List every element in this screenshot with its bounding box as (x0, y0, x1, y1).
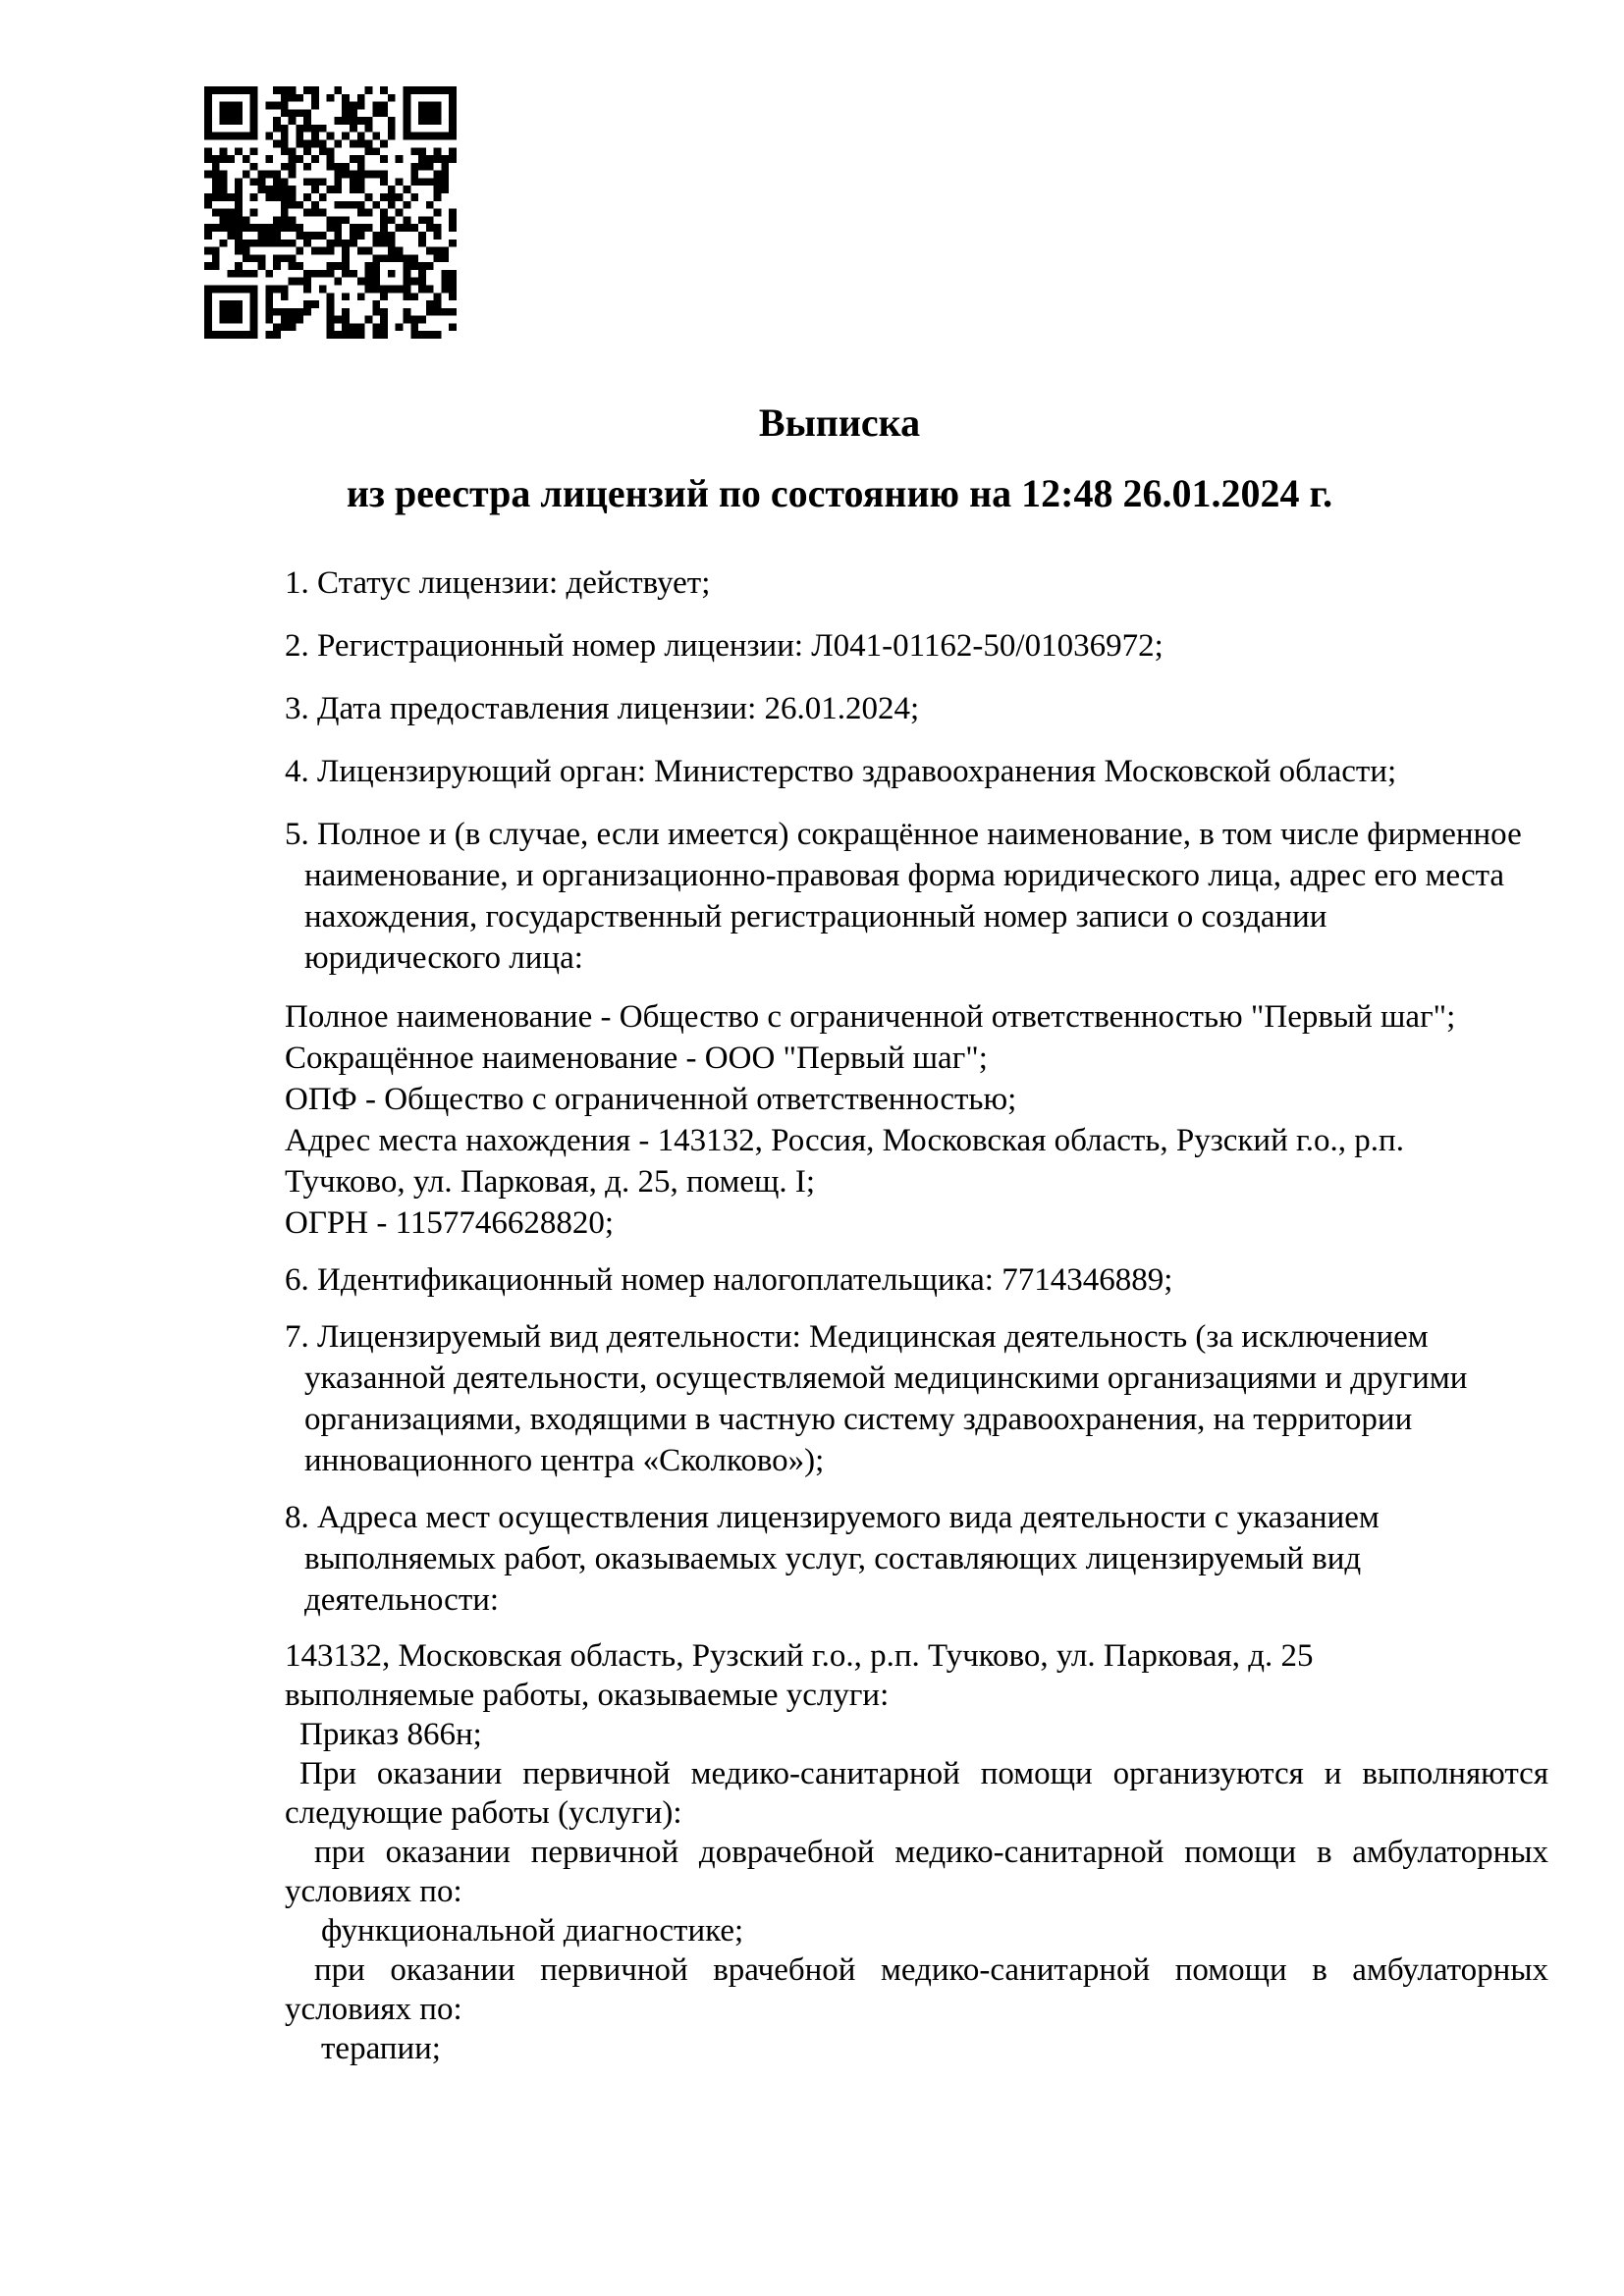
item-5-legal-entity-heading (285, 814, 1548, 979)
doc-line: указанной деятельности, осуществляемой медицинскими организациями и другими (304, 1361, 1468, 1396)
doc-line: Приказ 866н; (299, 1717, 482, 1752)
doc-line: Адрес места нахождения - 143132, Россия, Московская область, Рузский г.о., р.п. (285, 1123, 1404, 1158)
doc-line: 2. Регистрационный номер лицензии: Л041-01162-50/01036972; (285, 628, 1164, 664)
doc-line: ОГРН - 1157746628820; (285, 1205, 615, 1241)
doc-line: выполняемых работ, оказываемых услуг, составляющих лицензируемый вид (304, 1541, 1362, 1576)
doc-line: 3. Дата предоставления лицензии: 26.01.2024; (285, 691, 920, 726)
item-1-license-status (285, 562, 1548, 604)
doc-line: ОПФ - Общество с ограниченной ответственностью; (285, 1082, 1017, 1117)
doc-line: выполняемые работы, оказываемые услуги: (285, 1678, 890, 1713)
item-3-grant-date (285, 688, 1548, 729)
doc-line: 1. Статус лицензии: действует; (285, 565, 711, 601)
doc-line: 6. Идентификационный номер налогоплательщика: 7714346889; (285, 1262, 1173, 1298)
doc-line: терапии; (321, 2031, 441, 2066)
doc-line: инновационного центра «Сколково»); (304, 1443, 825, 1478)
doc-line: При оказании первичной медико-санитарной помощи организуются и выполняются (299, 1756, 1548, 1791)
item-6-taxpayer-number (285, 1259, 1548, 1301)
title-line-1: Выписка (758, 400, 921, 445)
title-line-2: из реестра лицензий по состоянию на 12:48 26.01.2024 г. (346, 471, 1333, 515)
doc-line: следующие работы (услуги): (285, 1795, 682, 1831)
item-8-activity-addresses-heading (285, 1497, 1548, 1621)
item-4-licensing-authority (285, 751, 1548, 792)
doc-line: наименование, и организационно-правовая форма юридического лица, адрес его места (304, 858, 1505, 893)
doc-line: организациями, входящими в частную систему здравоохранения, на территории (304, 1402, 1413, 1437)
doc-line: при оказании первичной доврачебной медико-санитарной помощи в амбулаторных (314, 1835, 1548, 1870)
doc-line: условиях по: (285, 1874, 462, 1909)
doc-line: деятельности: (304, 1582, 500, 1618)
company-details-block (285, 996, 1548, 1244)
doc-line: Сокращённое наименование - ООО "Первый шаг"; (285, 1041, 988, 1076)
document-title (216, 398, 1463, 519)
services-block (285, 1636, 1548, 2068)
doc-line: 5. Полное и (в случае, если имеется) сокращённое наименование, в том числе фирменное (285, 817, 1522, 852)
doc-line: 7. Лицензируемый вид деятельности: Медицинская деятельность (за исключением (285, 1319, 1429, 1355)
doc-body (285, 562, 1548, 2068)
doc-line: Полное наименование - Общество с ограниченной ответственностью "Первый шаг"; (285, 999, 1456, 1035)
doc-line: юридического лица: (304, 940, 583, 976)
doc-line: нахождения, государственный регистрационный номер записи о создании (304, 899, 1327, 934)
doc-line: функциональной диагностике; (321, 1913, 744, 1949)
doc-line: Тучково, ул. Парковая, д. 25, помещ. I; (285, 1164, 816, 1200)
doc-line: при оказании первичной врачебной медико-санитарной помощи в амбулаторных (314, 1952, 1548, 1988)
doc-line: 143132, Московская область, Рузский г.о., р.п. Тучково, ул. Парковая, д. 25 (285, 1638, 1314, 1674)
doc-line: 4. Лицензирующий орган: Министерство здравоохранения Московской области; (285, 754, 1397, 789)
doc-line: условиях по: (285, 1992, 462, 2027)
item-7-licensed-activity (285, 1316, 1548, 1481)
qr-code (204, 86, 457, 339)
doc-line: 8. Адреса мест осуществления лицензируемого вида деятельности с указанием (285, 1500, 1380, 1535)
item-2-registration-number (285, 625, 1548, 667)
